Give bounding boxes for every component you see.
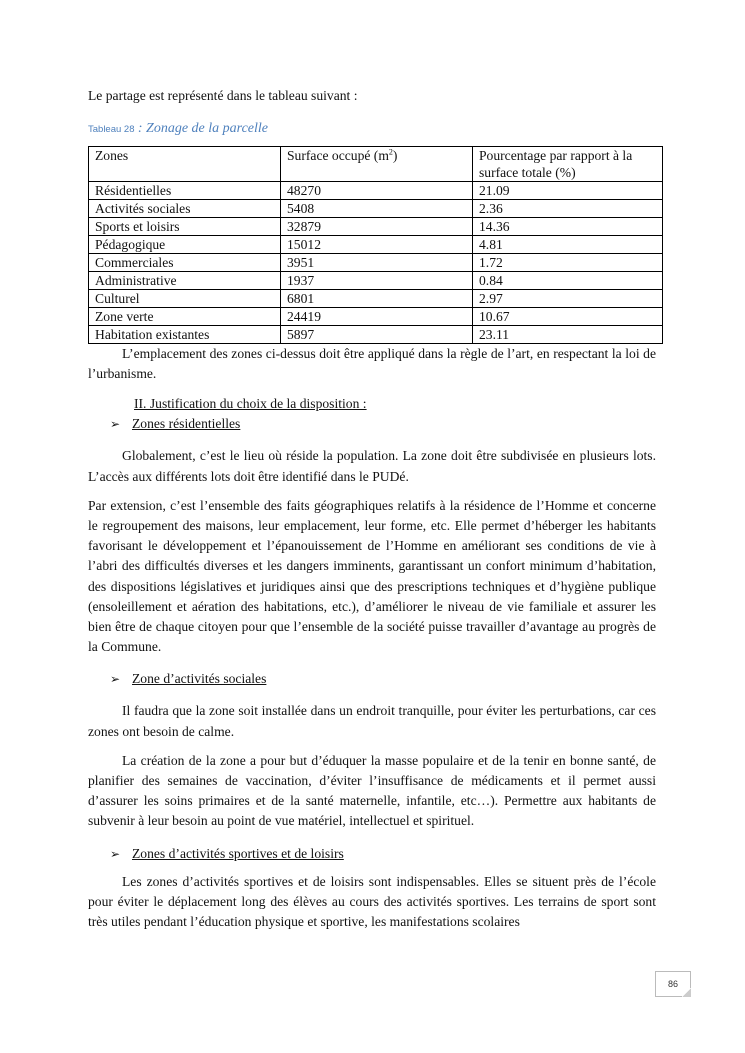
table-row bbox=[89, 272, 663, 290]
document-page bbox=[88, 86, 656, 932]
percent-cell: 2.36 bbox=[473, 200, 663, 218]
zone-cell: Pédagogique bbox=[89, 236, 281, 254]
page-number: 86 bbox=[655, 971, 691, 997]
bullet-zones-residentielles: ➢ Zones résidentielles bbox=[110, 414, 656, 434]
surface-cell: 32879 bbox=[281, 218, 473, 236]
zone-cell: Résidentielles bbox=[89, 182, 281, 200]
zone-cell: Sports et loisirs bbox=[89, 218, 281, 236]
table-row bbox=[89, 218, 663, 236]
surface-cell: 15012 bbox=[281, 236, 473, 254]
caption-title: : Zonage de la parcelle bbox=[137, 121, 269, 136]
surface-cell: 24419 bbox=[281, 308, 473, 326]
percent-cell: 21.09 bbox=[473, 182, 663, 200]
zone-cell: Zone verte bbox=[89, 308, 281, 326]
surface-cell: 48270 bbox=[281, 182, 473, 200]
zone-cell: Activités sociales bbox=[89, 200, 281, 218]
zonage-table bbox=[88, 146, 663, 344]
caption-label: Tableau 28 bbox=[88, 124, 135, 135]
after-table-text: L’emplacement des zones ci-dessus doit être appliqué dans la règle de l’art, en respectant la loi de l’urbanisme. bbox=[88, 346, 656, 382]
paragraph-sportives: Les zones d’activités sportives et de loisirs sont indispensables. Elles se situent près de l’école pour éviter le déplacement long des élèves au cours des activités sportives. Les terrains de sport sont très utiles pendant l’éducation physique et sportive, les manifestations scolaires bbox=[88, 873, 656, 930]
surface-cell: 1937 bbox=[281, 272, 473, 290]
percent-cell: 4.81 bbox=[473, 236, 663, 254]
table-header-row bbox=[89, 147, 663, 182]
header-percent: Pourcentage par rapport à la surface totale (%) bbox=[473, 147, 663, 182]
arrow-bullet-icon: ➢ bbox=[110, 417, 121, 432]
section-title: II. Justification du choix de la disposition : bbox=[134, 396, 367, 412]
table-row bbox=[89, 182, 663, 200]
table-row bbox=[89, 290, 663, 308]
percent-cell: 1.72 bbox=[473, 254, 663, 272]
header-zones: Zones bbox=[89, 147, 281, 182]
zone-cell: Commerciales bbox=[89, 254, 281, 272]
intro-text: Le partage est représenté dans le tableau suivant : bbox=[88, 88, 358, 103]
paragraph-residentielles-1: Globalement, c’est le lieu où réside la population. La zone doit être subdivisée en plusieurs lots. L’accès aux différents lots doit être identifié dans le PUDé. bbox=[88, 448, 656, 484]
table-row bbox=[89, 200, 663, 218]
paragraph-sociales-1: Il faudra que la zone soit installée dans un endroit tranquille, pour éviter les perturbations, car ces zones ont besoin de calme. bbox=[88, 703, 656, 739]
zone-cell: Habitation existantes bbox=[89, 326, 281, 344]
percent-cell: 0.84 bbox=[473, 272, 663, 290]
table-row bbox=[89, 254, 663, 272]
percent-cell: 10.67 bbox=[473, 308, 663, 326]
percent-cell: 14.36 bbox=[473, 218, 663, 236]
percent-cell: 23.11 bbox=[473, 326, 663, 344]
surface-cell: 5897 bbox=[281, 326, 473, 344]
zone-cell: Administrative bbox=[89, 272, 281, 290]
arrow-bullet-icon: ➢ bbox=[110, 672, 121, 687]
paragraph-residentielles-2: Par extension, c’est l’ensemble des faits géographiques relatifs à la résidence de l’Homme et concerne le regroupement des maisons, leur emplacement, leur forme, etc. Elle permet d’héberger les habitants favorisant le développement et l’épanouissement de l’Homme en améliorant ses conditions de vie à l’abri des difficultés diverses et les dangers imminents, garantissant un confort minimum d’habitation, des dispositions législatives et juridiques ainsi que des prescriptions techniques et d’hygiène publique (ensoleillement et aération des habitations, etc.), d’améliorer le niveau de vie familiale et assurer les bien être de chaque citoyen pour que l’ensemble de la société puisse travailler d’avantage au progrès de la Commune. bbox=[88, 497, 656, 655]
table-caption bbox=[88, 120, 656, 138]
surface-cell: 3951 bbox=[281, 254, 473, 272]
bullet-activites-sociales: ➢ Zone d’activités sociales bbox=[110, 669, 656, 689]
arrow-bullet-icon: ➢ bbox=[110, 846, 121, 861]
percent-cell: 2.97 bbox=[473, 290, 663, 308]
bullet-activites-sportives: ➢ Zones d’activités sportives et de loisirs bbox=[110, 844, 656, 864]
table-row bbox=[89, 236, 663, 254]
header-surface: Surface occupé $(m^2)$ bbox=[281, 147, 473, 182]
surface-cell: 5408 bbox=[281, 200, 473, 218]
table-row bbox=[89, 326, 663, 344]
surface-cell: 6801 bbox=[281, 290, 473, 308]
zone-cell: Culturel bbox=[89, 290, 281, 308]
paragraph-sociales-2: La création de la zone a pour but d’éduquer la masse populaire et de la tenir en bonne santé, de planifier des semaines de vaccination, d’éviter l’insuffisance de médicaments et il permet aussi d’assurer les soins primaires et de la santé maternelle, infantile, etc…). Permettre aux habitants de subvenir à leur besoin au point de vue matériel, intellectuel et spirituel. bbox=[88, 752, 656, 829]
table-row bbox=[89, 308, 663, 326]
